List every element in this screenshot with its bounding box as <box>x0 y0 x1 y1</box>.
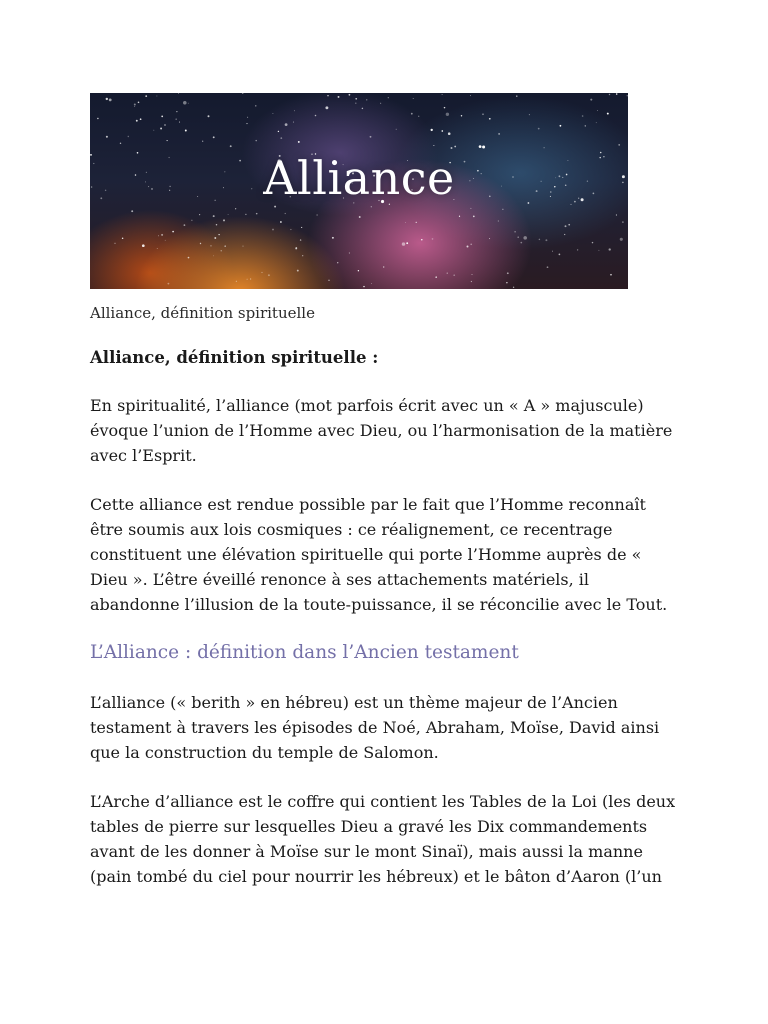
star <box>213 255 214 256</box>
star <box>471 281 472 282</box>
star <box>388 97 389 98</box>
star <box>607 113 609 115</box>
star <box>230 145 232 147</box>
star <box>609 94 610 95</box>
star <box>156 96 157 97</box>
banner-title: Alliance <box>263 151 455 205</box>
star <box>188 103 189 104</box>
star <box>371 283 372 284</box>
paragraph: L’alliance (« berith » en hébreu) est un thème majeur de l’Ancien testament à travers les épisodes de Noé, Abraham, Moïse, David ainsi que la construction du temple de Salomon. <box>90 693 660 762</box>
star <box>216 224 217 225</box>
star <box>280 137 282 139</box>
star <box>498 133 500 135</box>
star <box>300 239 301 240</box>
star <box>442 94 443 95</box>
star <box>363 286 364 287</box>
star <box>459 216 460 217</box>
star <box>114 243 115 244</box>
star <box>516 95 517 96</box>
star <box>138 101 140 103</box>
star <box>142 244 145 247</box>
article <box>90 93 690 889</box>
star <box>164 124 165 125</box>
star <box>97 118 98 119</box>
star <box>520 242 522 244</box>
star <box>577 249 578 250</box>
star <box>349 94 351 96</box>
star <box>482 113 484 115</box>
star <box>529 114 530 115</box>
star <box>355 98 357 100</box>
star <box>470 243 472 245</box>
star <box>559 254 561 256</box>
star <box>297 270 299 272</box>
star <box>185 130 187 132</box>
star <box>255 140 256 141</box>
star <box>447 273 448 274</box>
star <box>106 98 108 100</box>
star <box>359 216 361 218</box>
star <box>473 216 475 218</box>
star <box>627 95 628 96</box>
section-heading: Alliance, définition spirituelle : <box>90 348 379 367</box>
star <box>514 231 516 233</box>
star <box>247 279 248 280</box>
star <box>467 246 469 248</box>
star <box>294 110 295 111</box>
star <box>302 255 303 256</box>
star <box>620 238 623 241</box>
star <box>622 221 624 223</box>
star <box>560 125 562 127</box>
star <box>582 115 584 117</box>
star <box>616 93 618 95</box>
star <box>210 245 211 246</box>
star <box>609 248 611 250</box>
star <box>158 235 159 236</box>
star <box>366 99 367 100</box>
star <box>358 270 359 271</box>
star <box>349 253 350 254</box>
paragraph: En spiritualité, l’alliance (mot parfois écrit avec un « A » majuscule) évoque l’union de l’Homme avec Dieu, ou l’harmonisation de la matière avec l’Esprit. <box>90 396 673 465</box>
star <box>421 239 422 240</box>
star <box>274 206 276 208</box>
star <box>411 113 413 115</box>
star <box>176 111 177 112</box>
star <box>165 240 166 241</box>
star <box>539 239 541 241</box>
star <box>444 107 446 109</box>
star <box>199 214 200 215</box>
paragraph: Cette alliance est rendue possible par le fait que l’Homme reconnaît être soumis aux lois cosmiques : ce réalignement, ce recentrage constituent une élévation spirituelle qui porte l’Homme auprès de « Dieu ». L’être éveillé renonce à ses attachements matériels, il abandonne l’illusion de la toute-puissance, il se réconcilie avec le Tout. <box>90 495 668 614</box>
star <box>592 242 593 243</box>
image-caption: Alliance, définition spirituelle <box>90 304 315 322</box>
star <box>136 120 138 122</box>
star <box>441 130 443 132</box>
star <box>179 122 180 123</box>
star <box>597 110 598 111</box>
star <box>245 214 246 215</box>
star <box>298 141 300 143</box>
star <box>285 213 286 214</box>
star <box>380 103 381 104</box>
star <box>246 123 247 124</box>
star <box>261 272 262 273</box>
star <box>513 287 514 288</box>
star <box>470 95 471 96</box>
star <box>134 104 136 106</box>
star <box>301 227 302 228</box>
star <box>337 262 338 263</box>
star <box>184 224 186 226</box>
star <box>208 115 210 117</box>
star <box>590 99 592 101</box>
star <box>507 272 509 274</box>
star <box>453 274 455 276</box>
star <box>451 147 453 149</box>
star <box>161 116 163 118</box>
star <box>564 234 565 235</box>
star <box>371 206 372 207</box>
star <box>544 147 545 148</box>
star <box>402 242 405 245</box>
star <box>448 132 451 135</box>
star <box>243 246 244 247</box>
star <box>153 130 154 131</box>
star <box>280 221 282 223</box>
star <box>285 123 288 126</box>
star <box>547 266 549 268</box>
star <box>383 266 384 267</box>
star <box>172 231 174 233</box>
star <box>178 93 179 94</box>
star <box>242 93 244 94</box>
star <box>213 215 215 217</box>
star <box>523 236 527 240</box>
star <box>272 113 273 114</box>
star <box>167 140 168 141</box>
star <box>122 238 123 239</box>
star <box>134 106 135 107</box>
star <box>416 222 417 223</box>
star <box>565 225 567 227</box>
star <box>236 281 237 282</box>
star <box>247 117 248 118</box>
star <box>616 214 617 215</box>
star <box>498 220 499 221</box>
star <box>255 105 256 106</box>
star <box>223 219 225 221</box>
star <box>618 144 620 146</box>
star <box>413 98 414 99</box>
star <box>202 141 203 142</box>
star <box>325 106 328 109</box>
star <box>221 250 222 251</box>
star <box>161 234 163 236</box>
star <box>454 146 456 148</box>
star <box>256 213 258 215</box>
star <box>332 237 334 239</box>
star <box>213 136 215 138</box>
star <box>502 209 503 210</box>
star <box>327 95 328 96</box>
star <box>128 136 129 137</box>
section-subheading: L’Alliance : définition dans l’Ancien testament <box>90 642 519 663</box>
star <box>168 283 170 285</box>
star <box>188 257 190 259</box>
banner-image <box>90 93 628 289</box>
paragraph: L’Arche d’alliance est le coffre qui contient les Tables de la Loi (les deux tables de pierre sur lesquelles Dieu a gravé les Dix commandements avant de les donner à Moïse sur le mont Sinaï), mais aussi la manne (pain tombé du ciel pour nourrir les hébreux) et le bâton d’Aaron (l’un <box>90 792 676 886</box>
star <box>472 274 473 275</box>
star <box>446 113 449 116</box>
star <box>250 279 251 280</box>
star <box>517 236 519 238</box>
star <box>191 220 192 221</box>
star <box>405 222 406 223</box>
star <box>406 242 408 244</box>
star <box>157 248 158 249</box>
star <box>214 237 216 239</box>
star <box>293 122 294 123</box>
star <box>598 250 599 251</box>
star <box>482 145 485 148</box>
star <box>228 214 229 215</box>
star <box>489 238 490 239</box>
star <box>109 98 112 101</box>
star <box>418 116 419 117</box>
star <box>538 128 540 130</box>
star <box>489 118 491 120</box>
star <box>224 245 226 247</box>
star <box>106 136 108 138</box>
star <box>568 224 570 226</box>
star <box>479 145 482 148</box>
star <box>315 115 317 117</box>
star <box>370 136 372 138</box>
star <box>585 125 586 126</box>
star <box>183 101 187 105</box>
star <box>396 129 397 130</box>
star <box>431 129 433 131</box>
star <box>290 229 291 230</box>
star <box>338 96 340 98</box>
star <box>145 95 147 97</box>
star <box>131 210 133 212</box>
star <box>200 243 201 244</box>
star <box>295 248 297 250</box>
star <box>235 208 236 209</box>
star <box>470 208 471 209</box>
star <box>218 234 219 235</box>
star <box>432 238 434 240</box>
star <box>175 118 177 120</box>
star <box>552 251 553 252</box>
star <box>506 282 507 283</box>
star <box>268 274 270 276</box>
star <box>328 280 329 281</box>
star <box>355 103 356 104</box>
star <box>545 239 547 241</box>
star <box>596 122 597 123</box>
star <box>435 276 437 278</box>
star <box>610 274 612 276</box>
star <box>272 229 274 231</box>
star <box>433 145 434 146</box>
star <box>140 118 142 120</box>
star <box>362 108 364 110</box>
star <box>160 128 162 130</box>
star <box>461 115 462 116</box>
star <box>120 143 121 144</box>
star <box>316 214 317 215</box>
star <box>278 131 279 132</box>
